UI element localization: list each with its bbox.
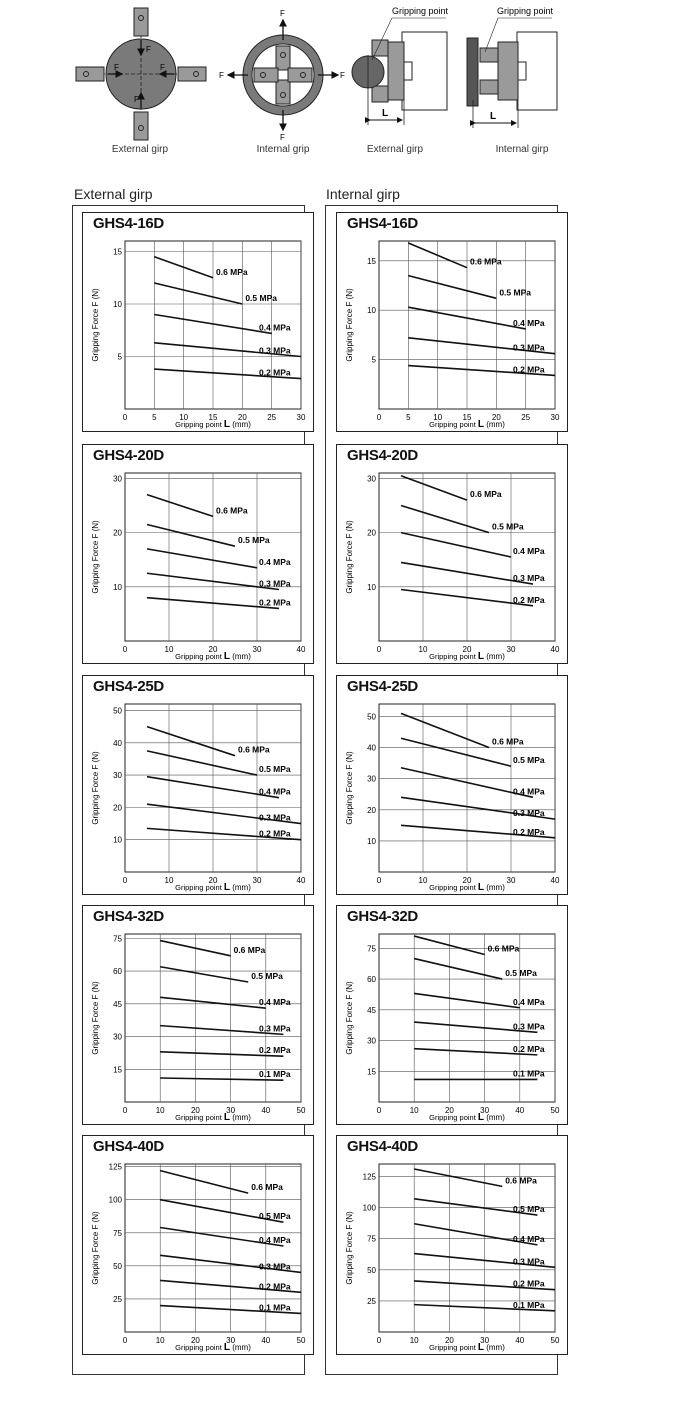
chart-external-ghs4-16d <box>82 212 314 432</box>
x-tick-label: 30 <box>550 413 560 422</box>
y-tick-label: 75 <box>113 1228 122 1238</box>
x-axis-label-text: Gripping point <box>175 652 224 661</box>
length-label: L <box>382 108 389 119</box>
x-axis-label-symbol: L <box>477 1112 484 1123</box>
series-label: 0.2 MPa <box>513 364 545 375</box>
force-label: F <box>280 9 285 18</box>
series-label: 0.1 MPa <box>513 1299 545 1310</box>
x-tick-label: 30 <box>506 876 516 885</box>
force-label: F <box>146 45 151 54</box>
x-tick-label: 40 <box>550 645 560 654</box>
length-label: L <box>490 111 497 122</box>
x-axis-label-unit: (mm) <box>230 1343 251 1352</box>
x-tick-label: 50 <box>296 1106 306 1115</box>
x-tick-label: 0 <box>376 1106 382 1115</box>
y-tick-label: 30 <box>367 1036 376 1046</box>
series-line <box>401 506 489 533</box>
x-tick-label: 50 <box>550 1336 560 1345</box>
series-label: 0.1 MPa <box>513 1068 545 1079</box>
series-label: 0.6 MPa <box>238 744 270 755</box>
external-section-title: External girp <box>74 186 153 202</box>
x-axis-label <box>175 1112 251 1123</box>
series-label: 0.4 MPa <box>259 1235 291 1246</box>
chart-internal-ghs4-20d <box>336 444 568 664</box>
series-line <box>147 727 235 756</box>
x-axis-label-symbol: L <box>223 651 230 662</box>
x-tick-label: 15 <box>208 413 218 422</box>
series-label: 0.6 MPa <box>216 505 248 516</box>
series-label: 0.5 MPa <box>492 521 524 532</box>
x-axis-label-symbol: L <box>223 419 230 430</box>
series-label: 0.1 MPa <box>259 1302 291 1313</box>
series-label: 0.4 MPa <box>513 786 545 797</box>
chart-svg <box>337 1136 569 1356</box>
series-label: 0.3 MPa <box>259 1023 291 1034</box>
series-label: 0.2 MPa <box>259 1045 291 1056</box>
series-label: 0.5 MPa <box>513 755 545 766</box>
x-tick-label: 20 <box>444 1106 454 1115</box>
y-tick-label: 30 <box>367 474 376 484</box>
x-axis-label-unit: (mm) <box>484 652 505 661</box>
series-line <box>401 713 489 747</box>
x-tick-label: 40 <box>550 876 560 885</box>
series-label: 0.4 MPa <box>259 556 291 567</box>
y-tick-label: 75 <box>113 934 122 944</box>
x-axis-label-text: Gripping point <box>429 652 478 661</box>
gripping-point-label: Gripping point <box>497 6 554 16</box>
y-tick-label: 15 <box>367 256 376 266</box>
external-gripping-point-diagram <box>352 6 449 125</box>
force-label: F <box>219 71 224 80</box>
series-line <box>408 276 496 299</box>
y-tick-label: 10 <box>367 836 376 846</box>
chart-title: GHS4-16D <box>347 215 418 232</box>
x-tick-label: 0 <box>122 1336 128 1345</box>
internal-gripping-point-diagram <box>467 6 557 128</box>
x-tick-label: 40 <box>261 1336 271 1345</box>
chart-external-ghs4-20d <box>82 444 314 664</box>
series-label: 0.4 MPa <box>513 317 545 328</box>
series-line <box>160 1171 248 1193</box>
y-tick-label: 15 <box>113 247 122 257</box>
x-tick-label: 20 <box>190 1106 200 1115</box>
series-label: 0.4 MPa <box>513 546 545 556</box>
series-line <box>147 549 257 568</box>
series-label: 0.5 MPa <box>259 764 291 775</box>
x-axis-label-unit: (mm) <box>230 652 251 661</box>
y-tick-label: 10 <box>113 582 122 592</box>
diagram-caption: External girp <box>111 144 169 155</box>
x-axis-label-text: Gripping point <box>429 1113 478 1122</box>
x-axis-label-text: Gripping point <box>429 420 478 429</box>
y-tick-label: 10 <box>367 306 376 316</box>
x-tick-label: 10 <box>164 876 174 885</box>
series-label: 0.1 MPa <box>259 1069 291 1080</box>
gripping-point-label: Gripping point <box>392 6 449 16</box>
chart-title: GHS4-32D <box>93 908 164 925</box>
x-tick-label: 20 <box>190 1336 200 1345</box>
y-tick-label: 125 <box>108 1162 122 1172</box>
series-label: 0.2 MPa <box>259 597 291 608</box>
y-tick-label: 75 <box>367 1234 376 1244</box>
y-axis-label: Gripping Force F (N) <box>345 288 354 362</box>
y-tick-label: 20 <box>113 528 122 538</box>
y-tick-label: 75 <box>367 944 376 954</box>
x-axis-label <box>175 882 251 893</box>
series-label: 0.5 MPa <box>245 293 277 303</box>
series-line <box>154 283 242 304</box>
x-tick-label: 30 <box>226 1336 236 1345</box>
x-tick-label: 0 <box>376 413 382 422</box>
series-label: 0.4 MPa <box>259 997 291 1008</box>
series-label: 0.2 MPa <box>513 1043 545 1054</box>
series-label: 0.2 MPa <box>259 1281 291 1292</box>
y-tick-label: 125 <box>362 1172 376 1182</box>
x-axis-label-unit: (mm) <box>230 883 251 892</box>
force-label: F <box>340 71 345 80</box>
series-label: 0.6 MPa <box>470 256 502 267</box>
y-tick-label: 30 <box>113 474 122 484</box>
x-axis-label-symbol: L <box>477 651 484 662</box>
series-label: 0.2 MPa <box>513 594 545 605</box>
series-label: 0.3 MPa <box>259 812 291 823</box>
y-tick-label: 45 <box>367 1005 376 1015</box>
internal-section-title: Internal girp <box>326 186 400 202</box>
series-label: 0.3 MPa <box>513 808 545 819</box>
x-tick-label: 20 <box>237 413 247 422</box>
chart-svg <box>83 1136 315 1356</box>
series-line <box>160 997 266 1008</box>
chart-external-ghs4-40d <box>82 1135 314 1355</box>
x-tick-label: 10 <box>409 1106 419 1115</box>
series-label: 0.3 MPa <box>259 345 291 356</box>
series-label: 0.5 MPa <box>513 1204 545 1215</box>
series-label: 0.3 MPa <box>513 573 545 584</box>
series-line <box>414 993 520 1007</box>
internal-grip-ring-diagram <box>219 9 345 142</box>
y-tick-label: 40 <box>113 738 122 748</box>
x-tick-label: 0 <box>122 413 128 422</box>
series-label: 0.6 MPa <box>492 736 524 747</box>
chart-title: GHS4-25D <box>93 678 164 695</box>
y-tick-label: 100 <box>108 1195 122 1205</box>
series-label: 0.5 MPa <box>251 971 283 981</box>
x-tick-label: 15 <box>462 413 472 422</box>
series-label: 0.6 MPa <box>505 1175 537 1186</box>
chart-svg <box>337 445 569 665</box>
diagram-strip <box>0 0 700 165</box>
external-grip-disc-diagram <box>76 8 206 140</box>
series-line <box>147 495 213 517</box>
x-axis-label-symbol: L <box>223 1112 230 1123</box>
y-tick-label: 20 <box>367 805 376 815</box>
x-tick-label: 40 <box>261 1106 271 1115</box>
x-axis-label-symbol: L <box>477 1342 484 1353</box>
x-tick-label: 0 <box>376 1336 382 1345</box>
y-axis-label: Gripping Force F (N) <box>91 288 100 362</box>
series-label: 0.2 MPa <box>513 1278 545 1289</box>
x-tick-label: 10 <box>418 645 428 654</box>
y-tick-label: 45 <box>113 999 122 1009</box>
x-tick-label: 30 <box>296 413 306 422</box>
series-label: 0.4 MPa <box>513 996 545 1007</box>
y-axis-label: Gripping Force F (N) <box>91 751 100 825</box>
chart-title: GHS4-16D <box>93 215 164 232</box>
x-tick-label: 25 <box>521 413 531 422</box>
x-tick-label: 10 <box>164 645 174 654</box>
x-tick-label: 40 <box>515 1336 525 1345</box>
series-label: 0.5 MPa <box>499 287 531 298</box>
x-axis-label-unit: (mm) <box>484 1113 505 1122</box>
chart-title: GHS4-25D <box>347 678 418 695</box>
force-label: F <box>134 95 139 104</box>
y-tick-label: 50 <box>113 706 122 716</box>
y-axis-label: Gripping Force F (N) <box>345 520 354 594</box>
x-axis-label <box>175 419 251 430</box>
x-tick-label: 10 <box>179 413 189 422</box>
x-axis-label-text: Gripping point <box>429 1343 478 1352</box>
chart-svg <box>337 213 569 433</box>
series-label: 0.6 MPa <box>233 944 266 955</box>
x-tick-label: 20 <box>462 876 472 885</box>
y-tick-label: 30 <box>367 774 376 784</box>
x-tick-label: 20 <box>491 413 501 422</box>
chart-external-ghs4-25d <box>82 675 314 895</box>
x-tick-label: 30 <box>506 645 516 654</box>
x-axis-label <box>175 651 251 662</box>
y-axis-label: Gripping Force F (N) <box>91 981 100 1055</box>
y-tick-label: 50 <box>367 712 376 722</box>
x-axis-label-text: Gripping point <box>175 1343 224 1352</box>
y-tick-label: 10 <box>367 582 376 592</box>
x-axis-label <box>429 1112 505 1123</box>
series-label: 0.6 MPa <box>251 1182 283 1193</box>
x-axis-label-unit: (mm) <box>230 1113 251 1122</box>
chart-svg <box>83 906 315 1126</box>
chart-title: GHS4-20D <box>347 447 418 464</box>
x-tick-label: 10 <box>155 1336 165 1345</box>
chart-external-ghs4-32d <box>82 905 314 1125</box>
series-label: 0.5 MPa <box>238 535 270 546</box>
chart-svg <box>83 213 315 433</box>
x-axis-label-text: Gripping point <box>175 420 224 429</box>
chart-internal-ghs4-32d <box>336 905 568 1125</box>
series-label: 0.3 MPa <box>513 1256 545 1267</box>
x-tick-label: 0 <box>376 876 382 885</box>
x-axis-label-symbol: L <box>477 419 484 430</box>
x-axis-label <box>175 1342 251 1353</box>
diagram-caption: External girp <box>366 144 424 155</box>
x-axis-label-unit: (mm) <box>484 1343 505 1352</box>
diagram-caption: Internal girp <box>495 144 549 155</box>
x-axis-label <box>429 651 505 662</box>
x-tick-label: 30 <box>480 1106 490 1115</box>
x-axis-label-symbol: L <box>223 882 230 893</box>
series-line <box>160 967 248 982</box>
x-tick-label: 0 <box>122 645 128 654</box>
x-tick-label: 10 <box>433 413 443 422</box>
x-axis-label-unit: (mm) <box>484 420 505 429</box>
x-tick-label: 20 <box>444 1336 454 1345</box>
x-axis-label-unit: (mm) <box>230 420 251 429</box>
diagram-svg <box>0 0 700 165</box>
x-tick-label: 30 <box>252 876 262 885</box>
y-tick-label: 10 <box>113 835 122 845</box>
x-tick-label: 5 <box>406 413 411 422</box>
series-label: 0.3 MPa <box>513 342 545 353</box>
series-label: 0.5 MPa <box>259 1211 291 1222</box>
x-axis-label-unit: (mm) <box>484 883 505 892</box>
chart-svg <box>83 445 315 665</box>
x-tick-label: 10 <box>409 1336 419 1345</box>
series-line <box>414 1169 502 1186</box>
series-label: 0.4 MPa <box>513 1233 545 1244</box>
y-axis-label: Gripping Force F (N) <box>91 520 100 594</box>
x-tick-label: 40 <box>296 645 306 654</box>
y-tick-label: 60 <box>367 975 376 985</box>
series-line <box>401 476 467 500</box>
x-tick-label: 40 <box>515 1106 525 1115</box>
x-tick-label: 0 <box>376 645 382 654</box>
x-axis-label-text: Gripping point <box>429 883 478 892</box>
y-axis-label: Gripping Force F (N) <box>345 751 354 825</box>
x-tick-label: 50 <box>550 1106 560 1115</box>
x-tick-label: 20 <box>208 876 218 885</box>
y-tick-label: 30 <box>113 771 122 781</box>
x-tick-label: 30 <box>480 1336 490 1345</box>
chart-title: GHS4-40D <box>93 1138 164 1155</box>
series-label: 0.2 MPa <box>259 367 291 378</box>
y-tick-label: 10 <box>113 300 122 309</box>
x-tick-label: 30 <box>252 645 262 654</box>
series-label: 0.3 MPa <box>259 578 291 589</box>
chart-title: GHS4-32D <box>347 908 418 925</box>
y-tick-label: 40 <box>367 743 376 753</box>
y-tick-label: 50 <box>367 1265 376 1275</box>
series-label: 0.5 MPa <box>505 968 537 979</box>
y-tick-label: 15 <box>113 1065 122 1075</box>
chart-internal-ghs4-40d <box>336 1135 568 1355</box>
x-tick-label: 25 <box>267 413 277 422</box>
x-axis-label-symbol: L <box>477 882 484 893</box>
x-tick-label: 10 <box>418 876 428 885</box>
x-axis-label <box>429 882 505 893</box>
chart-svg <box>83 676 315 896</box>
y-tick-label: 100 <box>362 1203 376 1213</box>
y-tick-label: 5 <box>371 355 376 365</box>
series-label: 0.6 MPa <box>470 489 502 500</box>
diagram-caption: Internal grip <box>256 144 310 155</box>
chart-title: GHS4-40D <box>347 1138 418 1155</box>
x-tick-label: 5 <box>152 413 157 422</box>
x-tick-label: 40 <box>296 876 306 885</box>
y-axis-label: Gripping Force F (N) <box>345 981 354 1055</box>
x-tick-label: 30 <box>226 1106 236 1115</box>
x-tick-label: 10 <box>155 1106 165 1115</box>
y-tick-label: 50 <box>113 1261 122 1271</box>
chart-svg <box>337 676 569 896</box>
x-tick-label: 50 <box>296 1336 306 1345</box>
chart-internal-ghs4-25d <box>336 675 568 895</box>
y-tick-label: 30 <box>113 1032 122 1042</box>
x-tick-label: 0 <box>122 876 128 885</box>
force-label: F <box>114 63 119 72</box>
force-label: F <box>160 63 165 72</box>
y-axis-label: Gripping Force F (N) <box>345 1211 354 1285</box>
y-tick-label: 60 <box>113 967 122 977</box>
series-label: 0.2 MPa <box>259 828 291 839</box>
series-line <box>147 524 235 546</box>
y-axis-label: Gripping Force F (N) <box>91 1211 100 1285</box>
series-label: 0.4 MPa <box>259 322 291 333</box>
series-label: 0.6 MPa <box>487 943 520 954</box>
x-axis-label <box>429 419 505 430</box>
y-tick-label: 15 <box>367 1067 376 1077</box>
chart-svg <box>337 906 569 1126</box>
x-axis-label-text: Gripping point <box>175 883 224 892</box>
series-label: 0.3 MPa <box>259 1261 291 1272</box>
x-tick-label: 20 <box>462 645 472 654</box>
y-tick-label: 20 <box>113 803 122 813</box>
series-line <box>401 533 511 557</box>
x-axis-label-symbol: L <box>223 1342 230 1353</box>
y-tick-label: 5 <box>117 352 122 362</box>
y-tick-label: 20 <box>367 528 376 538</box>
series-line <box>414 959 502 979</box>
series-label: 0.4 MPa <box>259 786 291 797</box>
y-tick-label: 25 <box>367 1296 376 1306</box>
series-label: 0.6 MPa <box>216 266 248 277</box>
series-label: 0.2 MPa <box>513 826 545 837</box>
chart-title: GHS4-20D <box>93 447 164 464</box>
x-tick-label: 0 <box>122 1106 128 1115</box>
series-label: 0.3 MPa <box>513 1021 545 1032</box>
x-axis-label-text: Gripping point <box>175 1113 224 1122</box>
chart-internal-ghs4-16d <box>336 212 568 432</box>
force-label: F <box>280 133 285 142</box>
x-axis-label <box>429 1342 505 1353</box>
x-tick-label: 20 <box>208 645 218 654</box>
y-tick-label: 25 <box>113 1294 122 1304</box>
